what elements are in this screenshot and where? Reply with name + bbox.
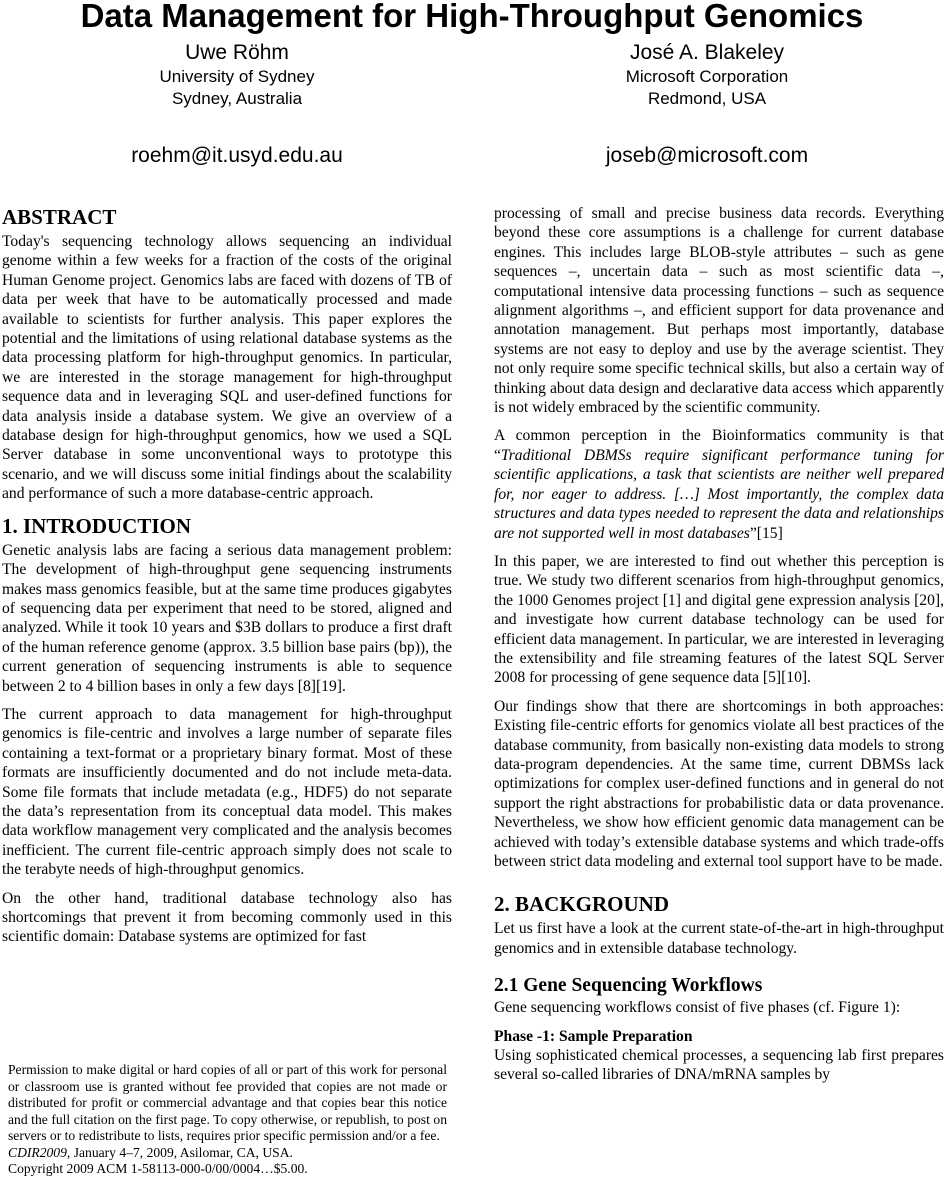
conference-details: , January 4–7, 2009, Asilomar, CA, USA. <box>66 1144 293 1160</box>
copyright-line: Copyright 2009 ACM 1-58113-000-0/00/0004…$5.00. <box>8 1161 308 1176</box>
author-affiliation: University of Sydney <box>159 67 315 86</box>
paper-title: Data Management for High-Throughput Genomics <box>80 0 864 34</box>
author-block <box>2 40 472 169</box>
author-name: Uwe Röhm <box>185 41 289 64</box>
abstract-text: Today's sequencing technology allows sequencing an individual genome within a few weeks for a fraction of the costs of the original Human Genome project. Genomics labs are faced with dozens of TB of data per week that have to be automatically processed and made available to scientists for further analysis. This paper explores the potential and the limitations of using relational database systems as the data processing platform for high-throughput genomics. In particular, we are interested in the storage management for high-throughput sequence data and in leveraging SQL and user-defined functions for data analysis inside a database system. We give an overview of a database design for high-throughput genomics, how we used a SQL Server database in some unconventional ways to prototype this scenario, and we will discuss some initial findings about the scalability and performance of such a more database-centric approach. <box>2 233 452 503</box>
author-email: joseb@microsoft.com <box>605 144 809 167</box>
conference-line <box>8 1145 447 1162</box>
conference-name: CDIR2009 <box>8 1144 67 1160</box>
paragraph: The current approach to data management for high-throughput genomics is file-centric and involves a large number of separate files containing a text-format or a proprietary binary format. Most of these formats are insufficiently documented and do not include meta-data. Some file formats that include metadata (e.g., HDF5) do not separate the data’s representation from its conceptual data model. This makes data workflow management very complicated and the analysis becomes inefficient. The current file-centric approach simply does not scale to the terabyte needs of high-throughput genomics. <box>2 705 452 879</box>
permission-notice <box>8 1062 447 1178</box>
quote-text: Traditional DBMSs require significant performance tuning for scientific applications, a task that scientists are neither well prepared for, nor eager to address. […] Most importantly, the complex data structures and data types needed to represent the data and relationships are not supported well in most databases <box>494 446 944 542</box>
right-column <box>494 204 944 1093</box>
paragraph: Our findings show that there are shortcomings in both approaches: Existing file-centric efforts for genomics violate all best practices of the database community, from basically non-existing data models to strong data-program dependencies. At the same time, current DBMSs lack optimizations for complex user-defined functions and in general do not support the right abstractions for probabilistic data or data provenance. Nevertheless, we show how efficient genomic data management can be achieved with today’s extensible database systems and which trade-offs between strict data modeling and external tool support have to be made. <box>494 697 944 870</box>
paragraph: Gene sequencing workflows consist of five phases (cf. Figure 1): <box>494 999 901 1017</box>
left-column <box>2 204 452 956</box>
phase-heading: Phase -1: Sample Preparation <box>494 1027 693 1045</box>
paragraph: In this paper, we are interested to find out whether this perception is true. We study two different scenarios from high-throughput genomics, the 1000 Genomes project [1] and digital gene expression analysis [20], and investigate how current database technology can be used for efficient data management. In particular, we are interested in leveraging the extensibility and file streaming features of the latest SQL Server 2008 for processing of gene sequence data [5][10]. <box>494 552 944 687</box>
author-affiliation: Microsoft Corporation <box>625 67 789 86</box>
author-name: José A. Blakeley <box>629 41 785 64</box>
quote-paragraph <box>494 426 944 542</box>
permission-text: Permission to make digital or hard copies of all or part of this work for personal or classroom use is granted without fee provided that copies are not made or distributed for profit or commercial advantage and that copies bear this notice and the full citation on the first page. To copy otherwise, or republish, to post on servers or to redistribute to lists, requires prior specific permission and/or a fee. <box>8 1062 447 1143</box>
quote-intro: A common perception in the Bioinformatics community is that “ <box>494 427 944 464</box>
author-email: roehm@it.usyd.edu.au <box>131 144 343 167</box>
abstract-heading: ABSTRACT <box>2 205 117 229</box>
introduction-heading: 1. INTRODUCTION <box>2 513 192 538</box>
paragraph: processing of small and precise business data records. Everything beyond these core assumptions is a challenge for current database engines. This includes large BLOB-style attributes – such as gene sequences –, uncertain data – such as most scientific data –, computational intensive data processing functions – such as sequence alignment algorithms –, and efficient support for data provenance and annotation management. But perhaps most importantly, database systems are not easy to deploy and use by the average scientist. They not only require some specific technical skills, but also a certain way of thinking about data design and declarative data access which apparently is not widely embraced by the scientific community. <box>494 205 944 417</box>
quote-citation: ”[15] <box>749 524 783 542</box>
paragraph: Genetic analysis labs are facing a serious data management problem: The development of high-throughput gene sequencing instruments makes mass genomics feasible, but at the same time produces gigabytes of sequencing data per experiment that need to be stored, aligned and analyzed. While it took 10 years and $3B dollars to produce a first draft of the human reference genome (approx. 3.5 billion base pairs (bp)), the current generation of sequencing instruments is able to sequence between 2 to 4 billion bases in only a few days [8][19]. <box>2 541 452 695</box>
paragraph: On the other hand, traditional database technology also has shortcomings that prevent it from becoming commonly used in this scientific domain: Database systems are optimized for fast <box>2 889 452 946</box>
background-heading: 2. BACKGROUND <box>494 892 670 917</box>
author-block <box>472 40 942 169</box>
author-location: Redmond, USA <box>647 89 767 108</box>
paragraph: Let us first have a look at the current state-of-the-art in high-throughput genomics and in extensible database technology. <box>494 920 944 957</box>
author-location: Sydney, Australia <box>171 89 303 108</box>
paragraph: Using sophisticated chemical processes, a sequencing lab first prepares several so-called libraries of DNA/mRNA samples by <box>494 1046 944 1084</box>
subsection-heading: 2.1 Gene Sequencing Workflows <box>494 975 763 997</box>
